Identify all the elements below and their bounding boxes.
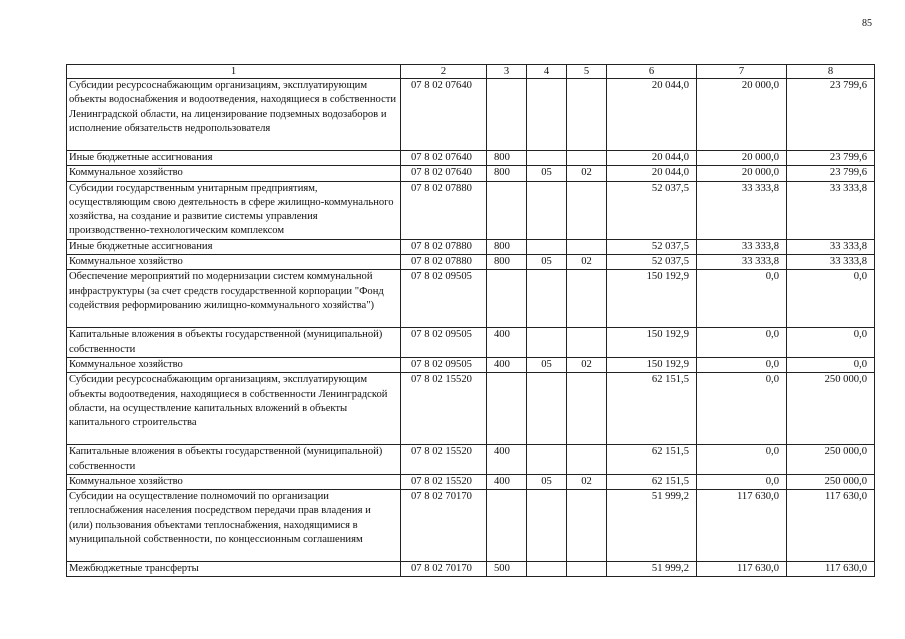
- row-value-8-cell: 23 799,6: [787, 151, 875, 166]
- row-name-cell: Коммунальное хозяйство: [67, 166, 401, 181]
- row-code-cell: 07 8 02 07880: [401, 239, 487, 254]
- row-code-cell: 07 8 02 07880: [401, 181, 487, 239]
- row-vr-cell: 400: [487, 474, 527, 489]
- row-value-6-cell: 20 044,0: [607, 166, 697, 181]
- row-pr-cell: [567, 270, 607, 328]
- row-pr-cell: [567, 239, 607, 254]
- row-value-6-cell: 62 151,5: [607, 474, 697, 489]
- row-value-6-cell: 51 999,2: [607, 490, 697, 562]
- row-value-7-cell: 0,0: [697, 328, 787, 358]
- row-value-8-cell: 0,0: [787, 328, 875, 358]
- table-row: [67, 181, 875, 239]
- row-value-6-cell: 150 192,9: [607, 270, 697, 328]
- row-name-cell: Субсидии на осуществление полномочий по организации теплоснабжения населения посредством передачи прав владения и (или) пользования объектами теплоснабжения, находящимися в муниципальной собственности, по концессионным соглашениям: [67, 490, 401, 562]
- row-rz-cell: [527, 328, 567, 358]
- column-header: 4: [527, 65, 567, 79]
- row-rz-cell: [527, 490, 567, 562]
- row-value-7-cell: 33 333,8: [697, 255, 787, 270]
- row-value-8-cell: 0,0: [787, 357, 875, 372]
- table-row: [67, 357, 875, 372]
- row-name-cell: Коммунальное хозяйство: [67, 357, 401, 372]
- row-value-6-cell: 62 151,5: [607, 373, 697, 445]
- row-pr-cell: [567, 490, 607, 562]
- column-header: 8: [787, 65, 875, 79]
- table-row: [67, 562, 875, 577]
- row-rz-cell: [527, 373, 567, 445]
- row-value-6-cell: 150 192,9: [607, 328, 697, 358]
- row-value-7-cell: 0,0: [697, 445, 787, 475]
- row-code-cell: 07 8 02 70170: [401, 490, 487, 562]
- row-code-cell: 07 8 02 07880: [401, 255, 487, 270]
- row-value-8-cell: 250 000,0: [787, 445, 875, 475]
- row-pr-cell: 02: [567, 255, 607, 270]
- row-value-7-cell: 20 000,0: [697, 166, 787, 181]
- row-vr-cell: [487, 490, 527, 562]
- row-pr-cell: 02: [567, 357, 607, 372]
- row-value-8-cell: 33 333,8: [787, 181, 875, 239]
- row-rz-cell: [527, 79, 567, 151]
- row-vr-cell: [487, 79, 527, 151]
- table-row: [67, 79, 875, 151]
- row-value-6-cell: 150 192,9: [607, 357, 697, 372]
- row-vr-cell: 800: [487, 239, 527, 254]
- table-row: [67, 373, 875, 445]
- row-vr-cell: 400: [487, 445, 527, 475]
- table-body: [67, 79, 875, 577]
- row-value-7-cell: 0,0: [697, 357, 787, 372]
- column-header: 2: [401, 65, 487, 79]
- row-code-cell: 07 8 02 07640: [401, 166, 487, 181]
- table-row: [67, 151, 875, 166]
- row-rz-cell: [527, 445, 567, 475]
- row-name-cell: Субсидии ресурсоснабжающим организациям, эксплуатирующим объекты водоснабжения и водоотведения, находящиеся в собственности Ленинградской области, на лицензирование подземных водозаборов и исполнение обязательств недропользователя: [67, 79, 401, 151]
- row-value-6-cell: 52 037,5: [607, 255, 697, 270]
- row-value-8-cell: 250 000,0: [787, 474, 875, 489]
- row-code-cell: 07 8 02 07640: [401, 151, 487, 166]
- row-pr-cell: 02: [567, 166, 607, 181]
- row-value-7-cell: 33 333,8: [697, 181, 787, 239]
- row-name-cell: Обеспечение мероприятий по модернизации систем коммунальной инфраструктуры (за счет средств государственной корпорации "Фонд содействия реформированию жилищно-коммунального хозяйства"): [67, 270, 401, 328]
- row-value-8-cell: 23 799,6: [787, 79, 875, 151]
- row-rz-cell: [527, 270, 567, 328]
- row-name-cell: Субсидии государственным унитарным предприятиям, осуществляющим свою деятельность в сфере жилищно-коммунального хозяйства, на создание и развитие системы управления производственно-технологическим комплексом: [67, 181, 401, 239]
- row-vr-cell: 800: [487, 166, 527, 181]
- row-value-7-cell: 117 630,0: [697, 562, 787, 577]
- row-value-7-cell: 0,0: [697, 474, 787, 489]
- row-pr-cell: [567, 181, 607, 239]
- row-value-7-cell: 0,0: [697, 373, 787, 445]
- table-row: [67, 166, 875, 181]
- row-rz-cell: 05: [527, 255, 567, 270]
- row-value-8-cell: 33 333,8: [787, 255, 875, 270]
- column-header: 6: [607, 65, 697, 79]
- row-code-cell: 07 8 02 15520: [401, 445, 487, 475]
- row-name-cell: Иные бюджетные ассигнования: [67, 151, 401, 166]
- row-rz-cell: 05: [527, 166, 567, 181]
- row-name-cell: Межбюджетные трансферты: [67, 562, 401, 577]
- table-row: [67, 490, 875, 562]
- table-row: [67, 474, 875, 489]
- row-value-8-cell: 33 333,8: [787, 239, 875, 254]
- row-name-cell: Коммунальное хозяйство: [67, 255, 401, 270]
- row-value-6-cell: 20 044,0: [607, 151, 697, 166]
- row-value-6-cell: 62 151,5: [607, 445, 697, 475]
- row-vr-cell: 500: [487, 562, 527, 577]
- row-name-cell: Капитальные вложения в объекты государственной (муниципальной) собственности: [67, 445, 401, 475]
- table-row: [67, 270, 875, 328]
- row-rz-cell: [527, 151, 567, 166]
- row-name-cell: Субсидии ресурсоснабжающим организациям, эксплуатирующим объекты водоотведения, находящиеся в собственности Ленинградской области, на осуществление капитальных вложений в объекты капитального строительства: [67, 373, 401, 445]
- row-rz-cell: 05: [527, 474, 567, 489]
- row-pr-cell: [567, 445, 607, 475]
- row-code-cell: 07 8 02 15520: [401, 474, 487, 489]
- row-value-6-cell: 52 037,5: [607, 181, 697, 239]
- column-header: 1: [67, 65, 401, 79]
- column-header: 7: [697, 65, 787, 79]
- row-pr-cell: [567, 151, 607, 166]
- row-value-7-cell: 0,0: [697, 270, 787, 328]
- row-pr-cell: [567, 79, 607, 151]
- row-vr-cell: [487, 181, 527, 239]
- page-number: 85: [862, 18, 872, 29]
- row-value-6-cell: 52 037,5: [607, 239, 697, 254]
- row-pr-cell: [567, 562, 607, 577]
- row-vr-cell: [487, 270, 527, 328]
- row-rz-cell: [527, 181, 567, 239]
- table-row: [67, 445, 875, 475]
- row-rz-cell: 05: [527, 357, 567, 372]
- row-name-cell: Коммунальное хозяйство: [67, 474, 401, 489]
- row-value-6-cell: 20 044,0: [607, 79, 697, 151]
- row-vr-cell: 400: [487, 357, 527, 372]
- row-vr-cell: 800: [487, 255, 527, 270]
- row-code-cell: 07 8 02 70170: [401, 562, 487, 577]
- row-value-6-cell: 51 999,2: [607, 562, 697, 577]
- row-value-8-cell: 0,0: [787, 270, 875, 328]
- row-vr-cell: [487, 373, 527, 445]
- row-rz-cell: [527, 239, 567, 254]
- table-row: [67, 239, 875, 254]
- row-name-cell: Иные бюджетные ассигнования: [67, 239, 401, 254]
- row-value-8-cell: 250 000,0: [787, 373, 875, 445]
- row-value-8-cell: 117 630,0: [787, 490, 875, 562]
- row-code-cell: 07 8 02 07640: [401, 79, 487, 151]
- row-pr-cell: [567, 328, 607, 358]
- row-code-cell: 07 8 02 15520: [401, 373, 487, 445]
- row-value-7-cell: 33 333,8: [697, 239, 787, 254]
- table-header-row: [67, 65, 875, 79]
- row-name-cell: Капитальные вложения в объекты государственной (муниципальной) собственности: [67, 328, 401, 358]
- row-pr-cell: [567, 373, 607, 445]
- row-code-cell: 07 8 02 09505: [401, 357, 487, 372]
- table-row: [67, 255, 875, 270]
- table-row: [67, 328, 875, 358]
- column-header: 5: [567, 65, 607, 79]
- row-value-7-cell: 20 000,0: [697, 79, 787, 151]
- column-header: 3: [487, 65, 527, 79]
- row-pr-cell: 02: [567, 474, 607, 489]
- row-code-cell: 07 8 02 09505: [401, 328, 487, 358]
- row-rz-cell: [527, 562, 567, 577]
- row-value-8-cell: 23 799,6: [787, 166, 875, 181]
- row-code-cell: 07 8 02 09505: [401, 270, 487, 328]
- row-vr-cell: 400: [487, 328, 527, 358]
- row-value-8-cell: 117 630,0: [787, 562, 875, 577]
- row-value-7-cell: 117 630,0: [697, 490, 787, 562]
- budget-table: [66, 64, 875, 577]
- row-value-7-cell: 20 000,0: [697, 151, 787, 166]
- row-vr-cell: 800: [487, 151, 527, 166]
